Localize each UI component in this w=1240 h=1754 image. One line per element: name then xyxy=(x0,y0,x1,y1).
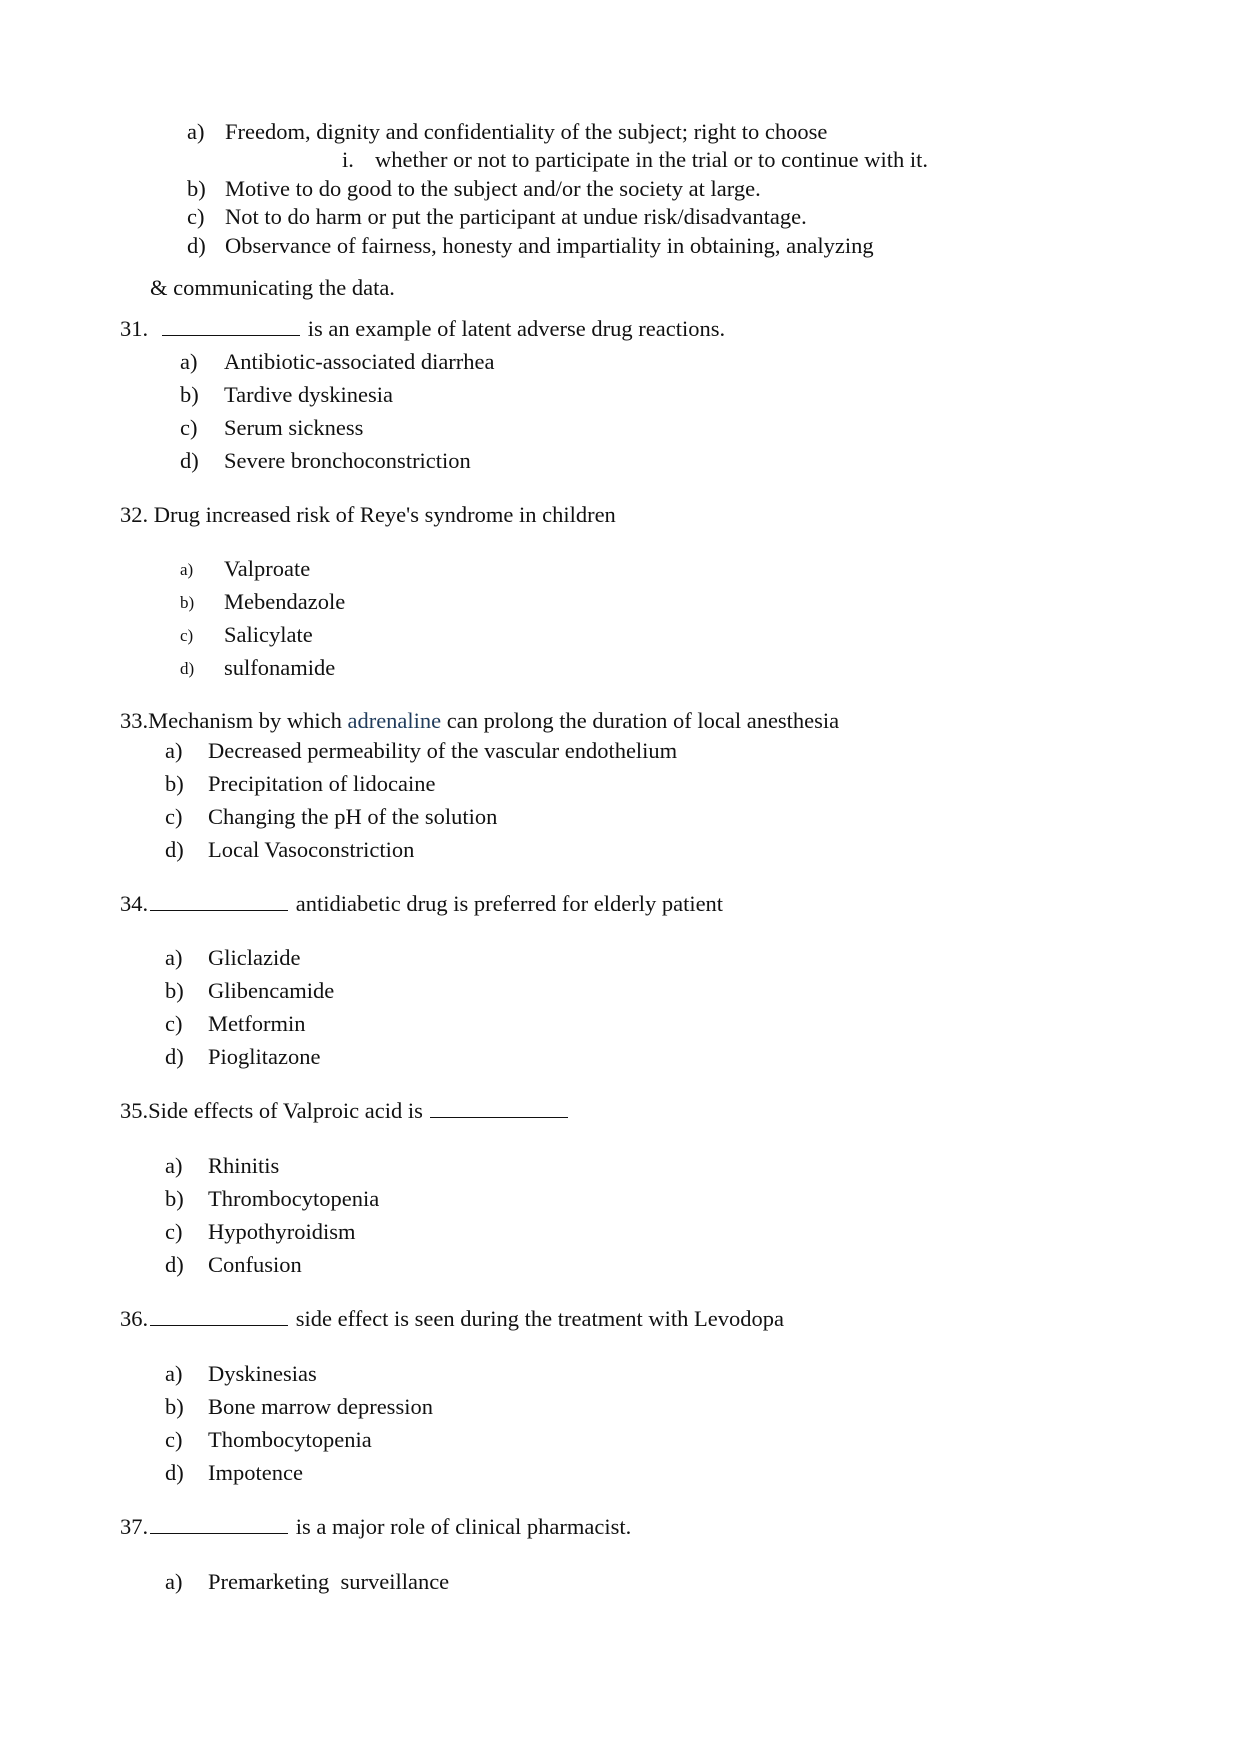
option-text: Gliclazide xyxy=(208,945,301,970)
option-label: d) xyxy=(187,233,206,258)
option-text: sulfonamide xyxy=(224,655,336,680)
intro-continuation: & communicating the data. xyxy=(150,275,395,300)
question-stem xyxy=(120,1516,631,1539)
option-label: b) xyxy=(165,771,184,796)
option-text: Metformin xyxy=(208,1011,306,1036)
question-stem xyxy=(120,1100,570,1123)
question-text: 32. Drug increased risk of Reye's syndrome in children xyxy=(120,502,616,527)
question-stem xyxy=(120,1308,784,1331)
option-text: Thombocytopenia xyxy=(208,1427,372,1452)
question-text: is an example of latent adverse drug reactions. xyxy=(307,316,726,341)
option-text: Impotence xyxy=(208,1460,303,1485)
option-text: Local Vasoconstriction xyxy=(208,837,415,862)
option-text: Decreased permeability of the vascular endothelium xyxy=(208,738,678,763)
option-text: Antibiotic-associated diarrhea xyxy=(224,349,495,374)
intro-item-b: Motive to do good to the subject and/or the society at large. xyxy=(225,176,761,201)
option-label: b) xyxy=(180,382,199,407)
answer-blank xyxy=(162,334,300,336)
option-text: Premarketing surveillance xyxy=(208,1569,450,1594)
option-text: Pioglitazone xyxy=(208,1044,321,1069)
option-text: Valproate xyxy=(224,556,311,581)
option-label: a) xyxy=(165,738,183,763)
option-text: Mebendazole xyxy=(224,589,346,614)
option-label: b) xyxy=(187,176,206,201)
option-label: d) xyxy=(165,1044,184,1069)
option-text: Glibencamide xyxy=(208,978,335,1003)
question-text: 33.Mechanism by which adrenaline can prolong the duration of local anesthesia xyxy=(120,708,840,733)
answer-blank xyxy=(150,909,288,911)
answer-blank xyxy=(150,1324,288,1326)
intro-item-i: whether or not to participate in the trial or to continue with it. xyxy=(375,147,928,172)
option-label: b) xyxy=(165,1394,184,1419)
option-label: a) xyxy=(165,1361,183,1386)
question-stem xyxy=(120,318,725,341)
question-number: 34. xyxy=(120,891,149,916)
option-text: Rhinitis xyxy=(208,1153,280,1178)
option-label: d) xyxy=(165,837,184,862)
answer-blank xyxy=(430,1116,568,1118)
question-stem xyxy=(120,893,723,916)
option-text: Salicylate xyxy=(224,622,313,647)
option-text: Confusion xyxy=(208,1252,302,1277)
option-text: Severe bronchoconstriction xyxy=(224,448,471,473)
option-text: Dyskinesias xyxy=(208,1361,317,1386)
option-label: a) xyxy=(165,945,183,970)
question-text: side effect is seen during the treatment with Levodopa xyxy=(295,1306,784,1331)
question-number: 37. xyxy=(120,1514,149,1539)
question-text: antidiabetic drug is preferred for elderly patient xyxy=(295,891,724,916)
intro-item-a: Freedom, dignity and confidentiality of the subject; right to choose xyxy=(225,119,828,144)
option-label: d) xyxy=(165,1460,184,1485)
option-label: d) xyxy=(180,448,199,473)
option-text: Hypothyroidism xyxy=(208,1219,356,1244)
option-label: d) xyxy=(165,1252,184,1277)
question-number: 36. xyxy=(120,1306,149,1331)
option-label: c) xyxy=(165,804,183,829)
option-label: i. xyxy=(342,147,354,172)
option-text: Precipitation of lidocaine xyxy=(208,771,436,796)
option-label: c) xyxy=(187,204,205,229)
option-text: Bone marrow depression xyxy=(208,1394,433,1419)
option-text: Thrombocytopenia xyxy=(208,1186,380,1211)
option-label: a) xyxy=(180,349,198,374)
option-text: Changing the pH of the solution xyxy=(208,804,498,829)
option-label: d) xyxy=(180,659,195,678)
option-label: a) xyxy=(180,560,194,579)
option-label: c) xyxy=(165,1219,183,1244)
option-label: c) xyxy=(180,415,198,440)
option-text: Tardive dyskinesia xyxy=(224,382,394,407)
question-text: is a major role of clinical pharmacist. xyxy=(295,1514,632,1539)
option-text: Serum sickness xyxy=(224,415,364,440)
intro-item-c: Not to do harm or put the participant at undue risk/disadvantage. xyxy=(225,204,807,229)
question-number: 31. xyxy=(120,316,149,341)
highlighted-term: adrenaline xyxy=(347,708,442,733)
option-label: c) xyxy=(180,626,194,645)
option-label: a) xyxy=(165,1569,183,1594)
question-text: 35.Side effects of Valproic acid is xyxy=(120,1098,423,1123)
option-label: a) xyxy=(165,1153,183,1178)
option-label: c) xyxy=(165,1011,183,1036)
answer-blank xyxy=(150,1532,288,1534)
option-label: b) xyxy=(165,978,184,1003)
option-label: a) xyxy=(187,119,205,144)
intro-item-d: Observance of fairness, honesty and impartiality in obtaining, analyzing xyxy=(225,233,874,258)
option-label: b) xyxy=(165,1186,184,1211)
option-label: b) xyxy=(180,593,195,612)
option-label: c) xyxy=(165,1427,183,1452)
